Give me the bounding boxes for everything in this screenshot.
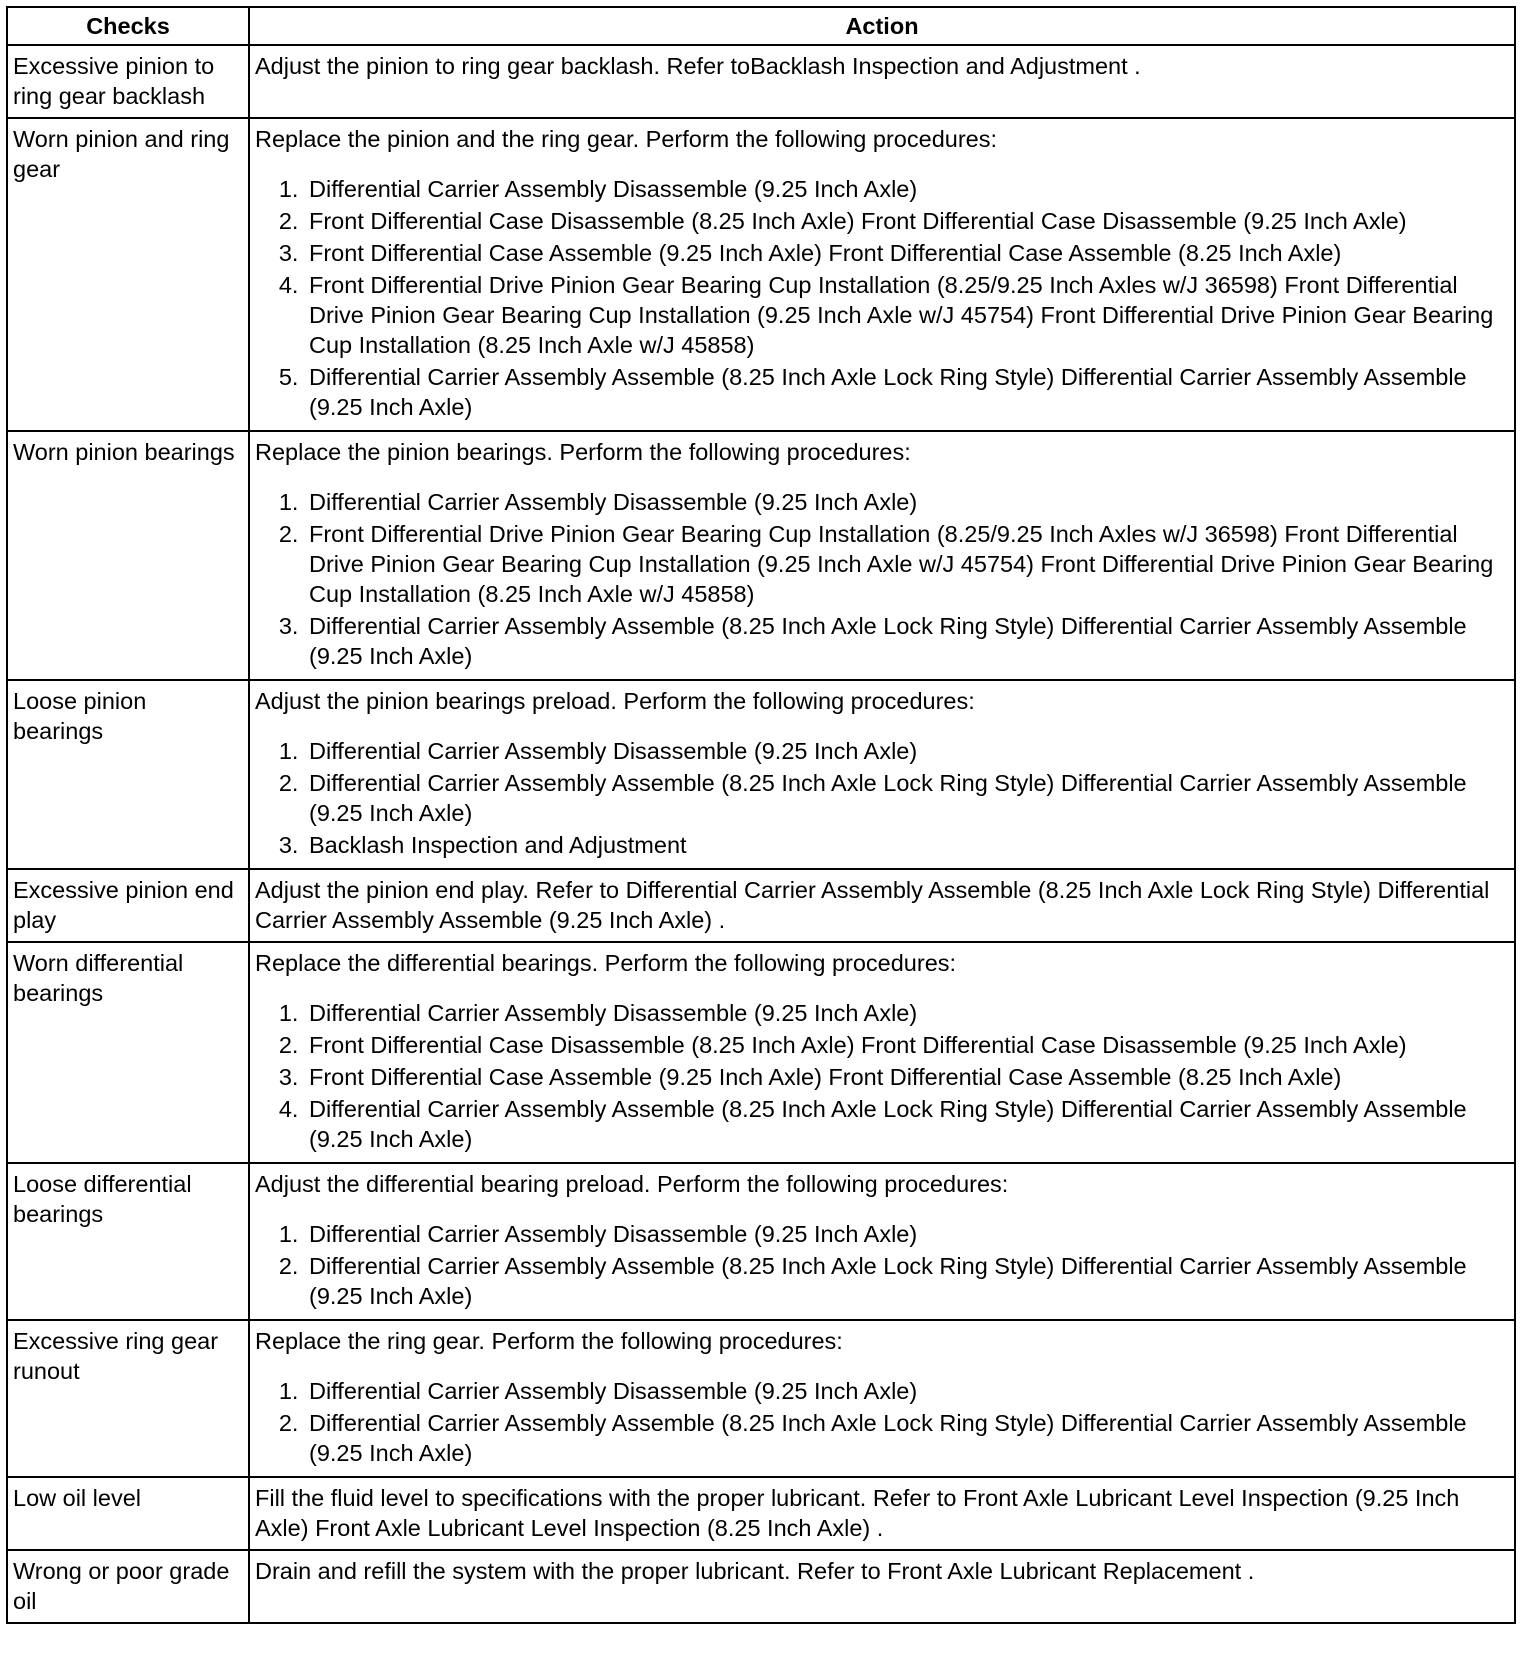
check-cell: Excessive ring gear runout	[7, 1320, 249, 1477]
procedure-list	[255, 1376, 1508, 1468]
table-row	[7, 869, 1515, 942]
procedure-step: 3. Backlash Inspection and Adjustment	[305, 830, 1508, 860]
procedure-step: 4. Differential Carrier Assembly Assemble (8.25 Inch Axle Lock Ring Style) Differential Carrier Assembly Assemble (9.25 Inch Axle)	[305, 1094, 1508, 1154]
procedure-list	[255, 487, 1508, 671]
header-row	[7, 7, 1515, 45]
procedure-step: 2. Differential Carrier Assembly Assemble (8.25 Inch Axle Lock Ring Style) Differential Carrier Assembly Assemble (9.25 Inch Axle)	[305, 1251, 1508, 1311]
action-text: Replace the differential bearings. Perform the following procedures:	[255, 950, 957, 976]
table-row	[7, 1550, 1515, 1623]
table-row	[7, 45, 1515, 118]
procedure-step: 1. Differential Carrier Assembly Disassemble (9.25 Inch Axle)	[305, 487, 1508, 517]
procedure-step: 5. Differential Carrier Assembly Assemble (8.25 Inch Axle Lock Ring Style) Differential Carrier Assembly Assemble (9.25 Inch Axle)	[305, 362, 1508, 422]
check-cell: Loose differential bearings	[7, 1163, 249, 1320]
action-text: Replace the pinion and the ring gear. Perform the following procedures:	[255, 126, 998, 152]
table-row	[7, 1320, 1515, 1477]
diagnostic-table	[6, 6, 1516, 1624]
checks-column-header: Checks	[7, 7, 249, 45]
check-cell: Worn pinion bearings	[7, 431, 249, 680]
procedure-list	[255, 998, 1508, 1154]
action-cell	[249, 1320, 1515, 1477]
check-cell: Low oil level	[7, 1477, 249, 1550]
action-text: Replace the pinion bearings. Perform the following procedures:	[255, 439, 911, 465]
action-text: Adjust the pinion bearings preload. Perform the following procedures:	[255, 688, 975, 714]
action-cell	[249, 1477, 1515, 1550]
action-text: Adjust the pinion end play. Refer to Differential Carrier Assembly Assemble (8.25 Inch Axle Lock Ring Style) Differential Carrier Assembly Assemble (9.25 Inch Axle) .	[255, 877, 1490, 933]
procedure-step: 3. Front Differential Case Assemble (9.25 Inch Axle) Front Differential Case Assemble (8.25 Inch Axle)	[305, 238, 1508, 268]
procedure-step: 3. Differential Carrier Assembly Assemble (8.25 Inch Axle Lock Ring Style) Differential Carrier Assembly Assemble (9.25 Inch Axle)	[305, 611, 1508, 671]
action-cell	[249, 680, 1515, 869]
table-row	[7, 680, 1515, 869]
action-text: Fill the fluid level to specifications with the proper lubricant. Refer to Front Axle Lubricant Level Inspection (9.25 Inch Axle) Front Axle Lubricant Level Inspection (8.25 Inch Axle) .	[255, 1485, 1460, 1541]
check-cell: Excessive pinion to ring gear backlash	[7, 45, 249, 118]
procedure-step: 2. Front Differential Case Disassemble (8.25 Inch Axle) Front Differential Case Disassemble (9.25 Inch Axle)	[305, 1030, 1508, 1060]
action-column-header: Action	[249, 7, 1515, 45]
check-cell: Worn pinion and ring gear	[7, 118, 249, 431]
action-text: Drain and refill the system with the proper lubricant. Refer to Front Axle Lubricant Replacement .	[255, 1558, 1255, 1584]
table-body	[7, 45, 1515, 1623]
action-text: Adjust the pinion to ring gear backlash. Refer toBacklash Inspection and Adjustment .	[255, 53, 1141, 79]
table-row	[7, 431, 1515, 680]
check-cell: Wrong or poor grade oil	[7, 1550, 249, 1623]
action-cell	[249, 431, 1515, 680]
procedure-step: 3. Front Differential Case Assemble (9.25 Inch Axle) Front Differential Case Assemble (8.25 Inch Axle)	[305, 1062, 1508, 1092]
check-cell: Worn differential bearings	[7, 942, 249, 1163]
action-cell	[249, 45, 1515, 118]
procedure-step: 2. Differential Carrier Assembly Assemble (8.25 Inch Axle Lock Ring Style) Differential Carrier Assembly Assemble (9.25 Inch Axle)	[305, 1408, 1508, 1468]
action-cell	[249, 118, 1515, 431]
action-text: Replace the ring gear. Perform the following procedures:	[255, 1328, 843, 1354]
action-cell	[249, 869, 1515, 942]
procedure-step: 1. Differential Carrier Assembly Disassemble (9.25 Inch Axle)	[305, 998, 1508, 1028]
procedure-list	[255, 1219, 1508, 1311]
procedure-list	[255, 736, 1508, 860]
procedure-step: 1. Differential Carrier Assembly Disassemble (9.25 Inch Axle)	[305, 1219, 1508, 1249]
procedure-step: 2. Differential Carrier Assembly Assemble (8.25 Inch Axle Lock Ring Style) Differential Carrier Assembly Assemble (9.25 Inch Axle)	[305, 768, 1508, 828]
procedure-step: 1. Differential Carrier Assembly Disassemble (9.25 Inch Axle)	[305, 174, 1508, 204]
action-cell	[249, 1550, 1515, 1623]
action-text: Adjust the differential bearing preload. Perform the following procedures:	[255, 1171, 1009, 1197]
procedure-step: 2. Front Differential Case Disassemble (8.25 Inch Axle) Front Differential Case Disassemble (9.25 Inch Axle)	[305, 206, 1508, 236]
procedure-list	[255, 174, 1508, 422]
table-row	[7, 942, 1515, 1163]
check-cell: Loose pinion bearings	[7, 680, 249, 869]
table-row	[7, 118, 1515, 431]
table-row	[7, 1163, 1515, 1320]
check-cell: Excessive pinion end play	[7, 869, 249, 942]
procedure-step: 1. Differential Carrier Assembly Disassemble (9.25 Inch Axle)	[305, 1376, 1508, 1406]
procedure-step: 1. Differential Carrier Assembly Disassemble (9.25 Inch Axle)	[305, 736, 1508, 766]
table-row	[7, 1477, 1515, 1550]
action-cell	[249, 942, 1515, 1163]
procedure-step: 4. Front Differential Drive Pinion Gear Bearing Cup Installation (8.25/9.25 Inch Axles w/J 36598) Front Differential Drive Pinion Gear Bearing Cup Installation (9.25 Inch Axle w/J 45754) Front Differential Drive Pinion Gear Bearing Cup Installation (8.25 Inch Axle w/J 45858)	[305, 270, 1508, 360]
procedure-step: 2. Front Differential Drive Pinion Gear Bearing Cup Installation (8.25/9.25 Inch Axles w/J 36598) Front Differential Drive Pinion Gear Bearing Cup Installation (9.25 Inch Axle w/J 45754) Front Differential Drive Pinion Gear Bearing Cup Installation (8.25 Inch Axle w/J 45858)	[305, 519, 1508, 609]
action-cell	[249, 1163, 1515, 1320]
